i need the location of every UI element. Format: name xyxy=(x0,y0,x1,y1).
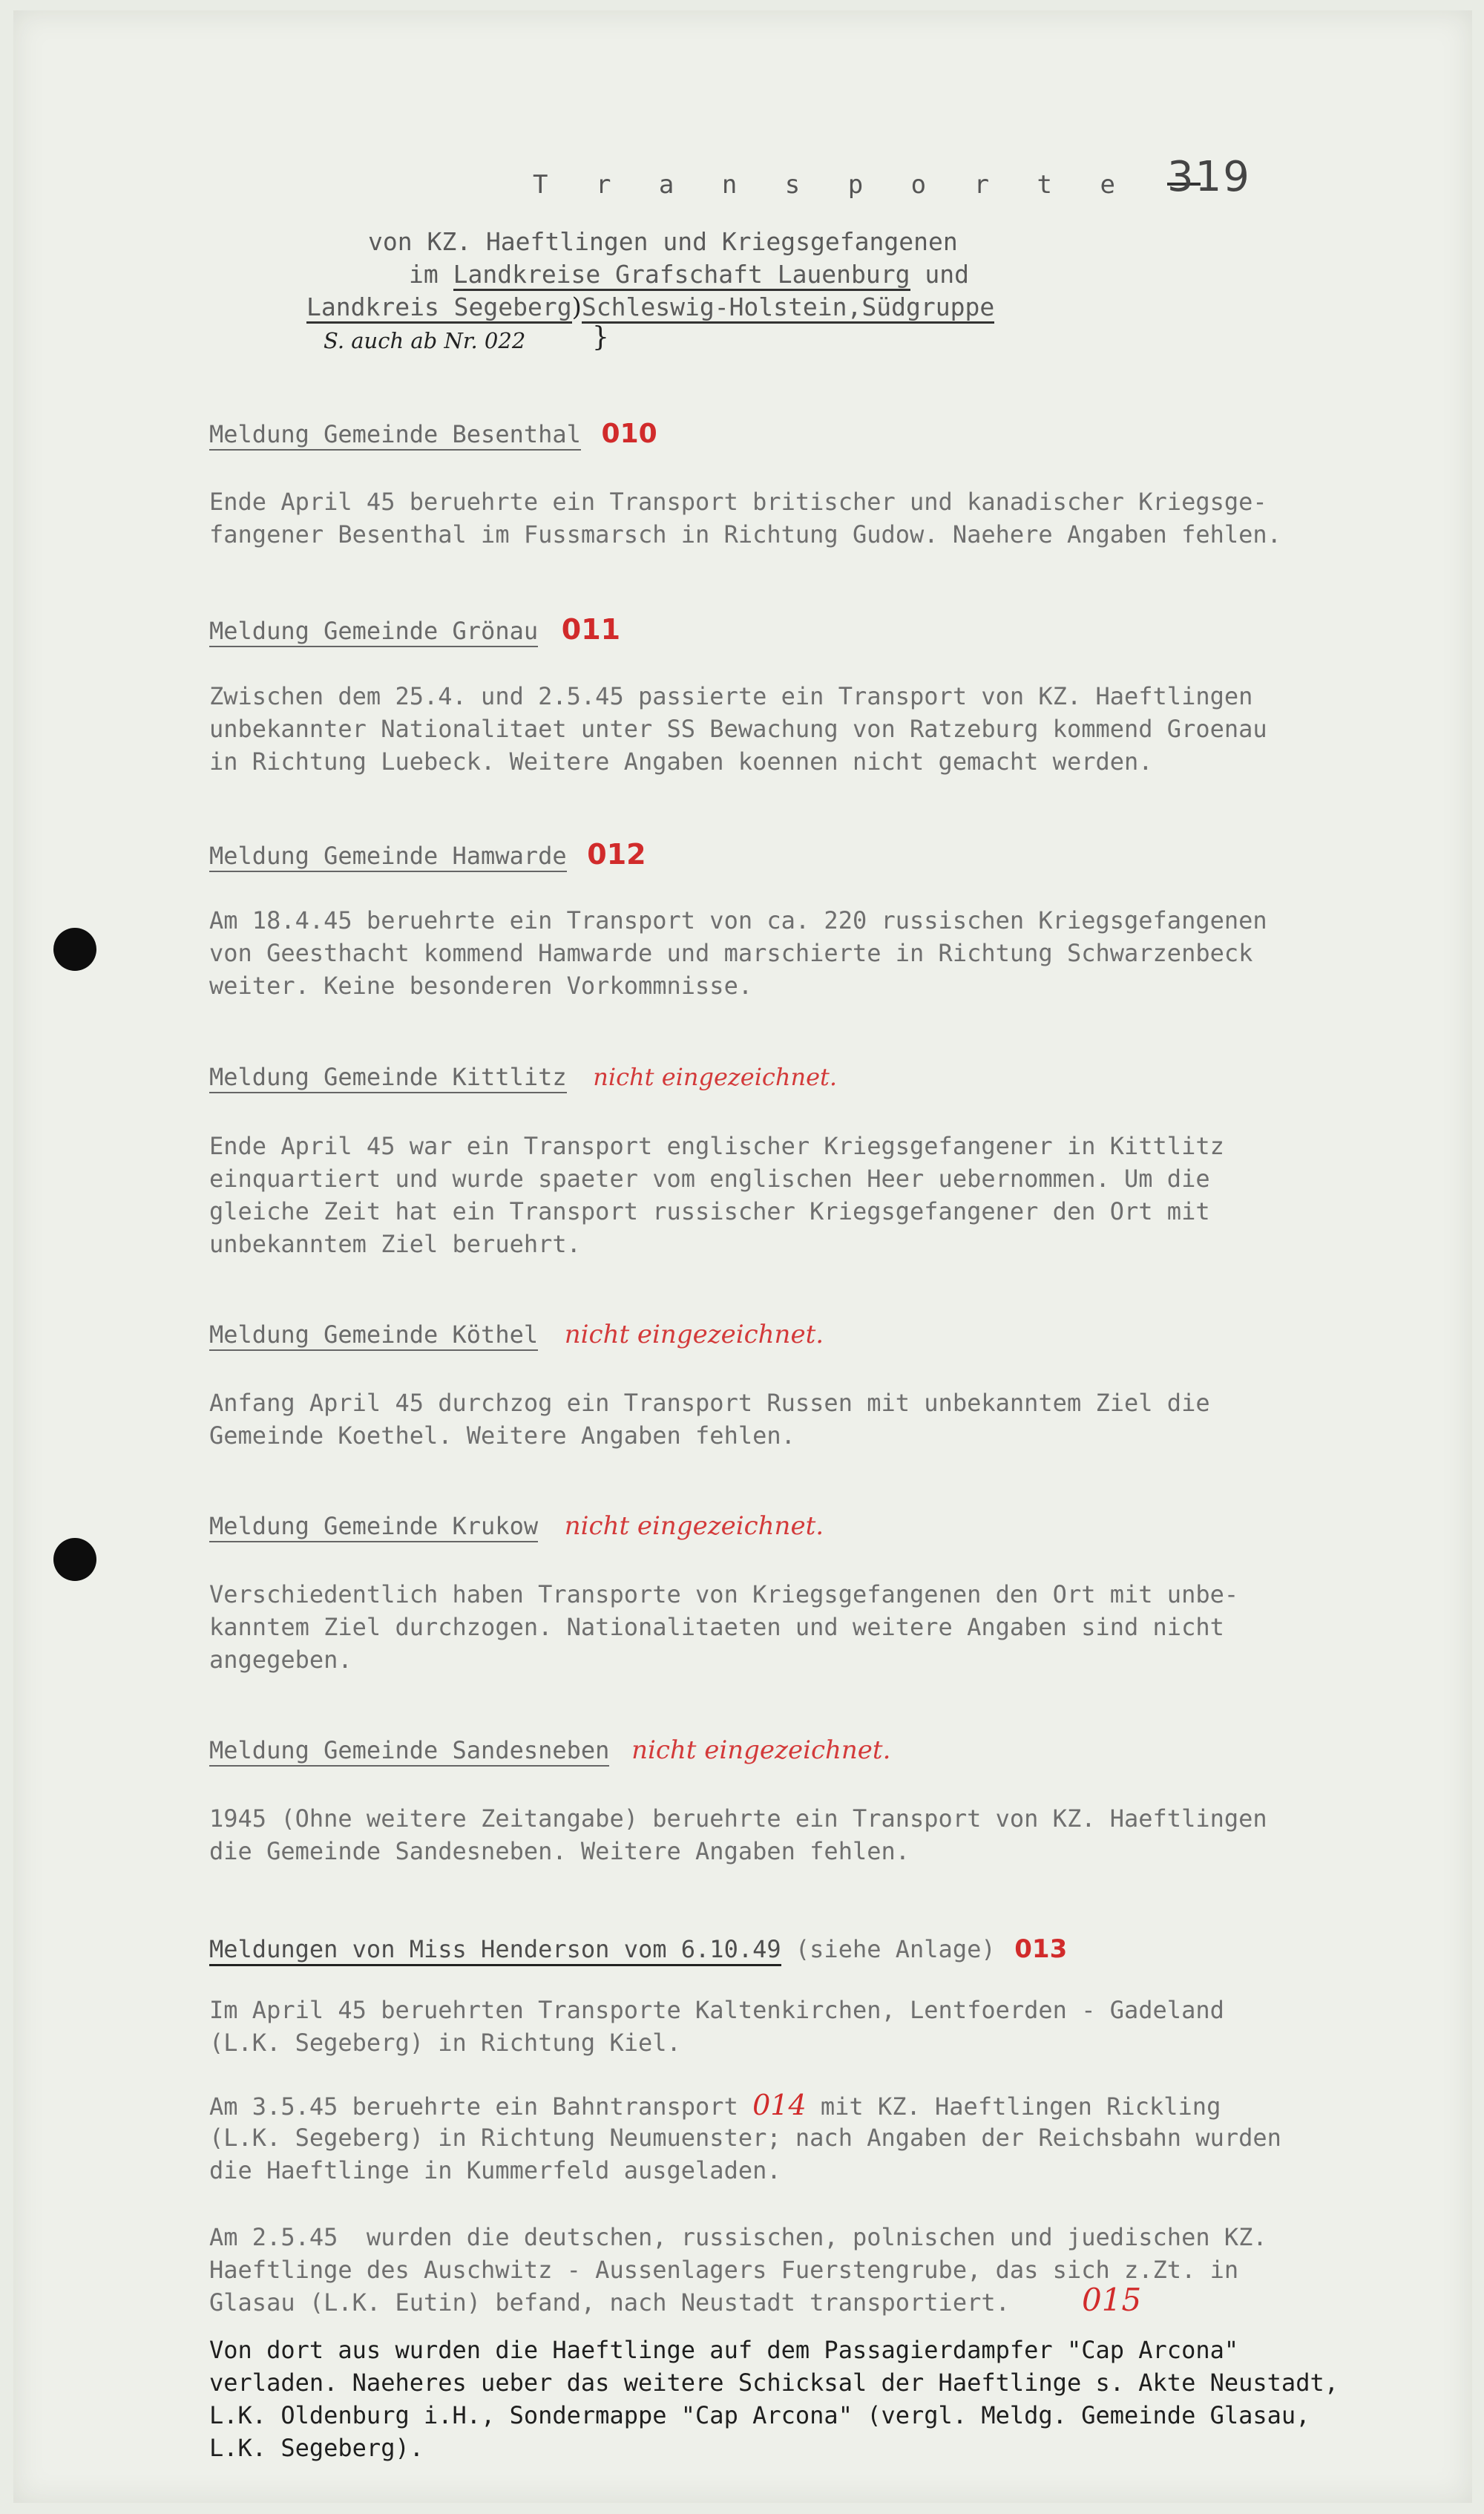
entry-heading: Meldung Gemeinde Hamwarde xyxy=(209,842,567,872)
subtitle-line-3 xyxy=(306,292,994,322)
subtitle-line-2-post: und xyxy=(910,260,969,289)
henderson-heading: Meldungen von Miss Henderson vom 6.10.49 xyxy=(209,1935,781,1966)
henderson-heading-suffix: (siehe Anlage) xyxy=(781,1935,996,1963)
henderson-heading-row xyxy=(209,1933,1067,1965)
henderson-para-2-a: Am 3.5.45 beruehrte ein Bahntransport xyxy=(209,2092,753,2121)
entry-groenau xyxy=(209,613,620,646)
page-number: 319 xyxy=(1167,153,1251,201)
handwritten-note: S. auch ab Nr. 022 xyxy=(324,328,526,353)
henderson-para-4: Von dort aus wurden die Haeftlinge auf dem Passagierdampfer "Cap Arcona" verladen. Naeheres ueber das weitere Schicksal der Haeftlinge s. Akte Neustadt, L.K. Oldenburg i.H., Sondermappe "Cap Arcona" (vergl. Meldg. Gemeinde Glasau, L.K. Segeberg). xyxy=(209,2336,1339,2462)
henderson-para-2-rest: (L.K. Segeberg) in Richtung Neumuenster; nach Angaben der Reichsbahn wurden die Haeftlinge in Kummerfeld ausgeladen. xyxy=(209,2124,1281,2184)
entry-heading: Meldung Gemeinde Grönau xyxy=(209,617,538,647)
subtitle-line-2-underlined: Landkreise Grafschaft Lauenburg xyxy=(453,260,910,291)
henderson-para-2-line-1 xyxy=(209,2089,1221,2123)
bracket-mark: ) xyxy=(571,292,582,322)
entry-body: Zwischen dem 25.4. und 2.5.45 passierte ein Transport von KZ. Haeftlingen unbekannter Nationalitaet unter SS Bewachung von Ratzeburg kommend Groenau in Richtung Luebeck. Weitere Angaben koennen nicht gemacht werden. xyxy=(209,682,1267,776)
entry-heading: Meldung Gemeinde Krukow xyxy=(209,1512,538,1542)
subtitle-line-1: von KZ. Haeftlingen und Kriegsgefangenen xyxy=(368,227,958,256)
entry-koethel xyxy=(209,1320,824,1349)
entry-krukow xyxy=(209,1511,824,1541)
entry-body: Ende April 45 war ein Transport englischer Kriegsgefangener in Kittlitz einquartiert und wurde spaeter vom englischen Heer uebernommen. Um die gleiche Zeit hat ein Transport russischer Kriegsgefangener den Ort mit unbekanntem Ziel beruehrt. xyxy=(209,1132,1224,1258)
entry-mark: nicht eingezeichnet. xyxy=(593,1063,838,1091)
subtitle-line-2-pre: im xyxy=(409,260,453,289)
punch-hole-bottom xyxy=(53,1538,96,1581)
document-title: T r a n s p o r t e xyxy=(533,170,1132,200)
entry-heading: Meldung Gemeinde Kittlitz xyxy=(209,1063,567,1093)
entry-hamwarde xyxy=(209,838,646,871)
henderson-para-1: Im April 45 beruehrten Transporte Kaltenkirchen, Lentfoerden - Gadeland (L.K. Segeberg) in Richtung Kiel. xyxy=(209,1996,1224,2057)
henderson-para-2-mark: 014 xyxy=(752,2089,807,2121)
entry-heading: Meldung Gemeinde Besenthal xyxy=(209,420,581,451)
entry-body: Ende April 45 beruehrte ein Transport britischer und kanadischer Kriegsge- fangener Besenthal im Fussmarsch in Richtung Gudow. Naehere Angaben fehlen. xyxy=(209,488,1281,549)
entry-body: 1945 (Ohne weitere Zeitangabe) beruehrte ein Transport von KZ. Haeftlingen die Gemeinde Sandesneben. Weitere Angaben fehlen. xyxy=(209,1804,1267,1865)
entry-besenthal xyxy=(209,419,657,449)
henderson-para-3: Am 2.5.45 wurden die deutschen, russischen, polnischen und juedischen KZ. Haeftlinge des Auschwitz - Aussenlagers Fuerstengrube, das sich z.Zt. in Glasau (L.K. Eutin) befand, nach Neustadt transportiert. xyxy=(209,2223,1267,2317)
entry-heading: Meldung Gemeinde Köthel xyxy=(209,1320,538,1351)
brace-mark: } xyxy=(592,322,609,353)
entry-body: Anfang April 45 durchzog ein Transport Russen mit unbekanntem Ziel die Gemeinde Koethel. Weitere Angaben fehlen. xyxy=(209,1389,1210,1450)
entry-mark: nicht eingezeichnet. xyxy=(564,1320,824,1349)
entry-mark: 012 xyxy=(587,838,646,871)
entry-mark: 010 xyxy=(601,419,657,449)
entry-kittlitz xyxy=(209,1063,837,1091)
entry-body: Verschiedentlich haben Transporte von Kriegsgefangenen den Ort mit unbe- kanntem Ziel durchzogen. Nationalitaeten und weitere Angaben sind nicht angegeben. xyxy=(209,1580,1239,1674)
subtitle-line-3-b: Schleswig-Holstein,Südgruppe xyxy=(582,292,994,324)
document-page xyxy=(13,10,1472,2503)
entry-mark: nicht eingezeichnet. xyxy=(564,1511,824,1541)
punch-hole-top xyxy=(53,928,96,971)
henderson-para-2-b: mit KZ. Haeftlingen Rickling xyxy=(806,2092,1221,2121)
henderson-para-3-mark: 015 xyxy=(1082,2282,1142,2318)
entry-heading: Meldung Gemeinde Sandesneben xyxy=(209,1736,609,1767)
entry-sandesneben xyxy=(209,1735,890,1765)
entry-mark: nicht eingezeichnet. xyxy=(631,1735,891,1765)
subtitle-line-3-a: Landkreis Segeberg xyxy=(306,292,572,324)
entry-mark: 011 xyxy=(561,613,621,646)
subtitle-line-2 xyxy=(409,260,969,289)
henderson-mark: 013 xyxy=(1014,1934,1068,1964)
entry-body: Am 18.4.45 beruehrte ein Transport von ca. 220 russischen Kriegsgefangenen von Geesthacht kommend Hamwarde und marschierte in Richtung Schwarzenbeck weiter. Keine besonderen Vorkommnisse. xyxy=(209,906,1267,1000)
